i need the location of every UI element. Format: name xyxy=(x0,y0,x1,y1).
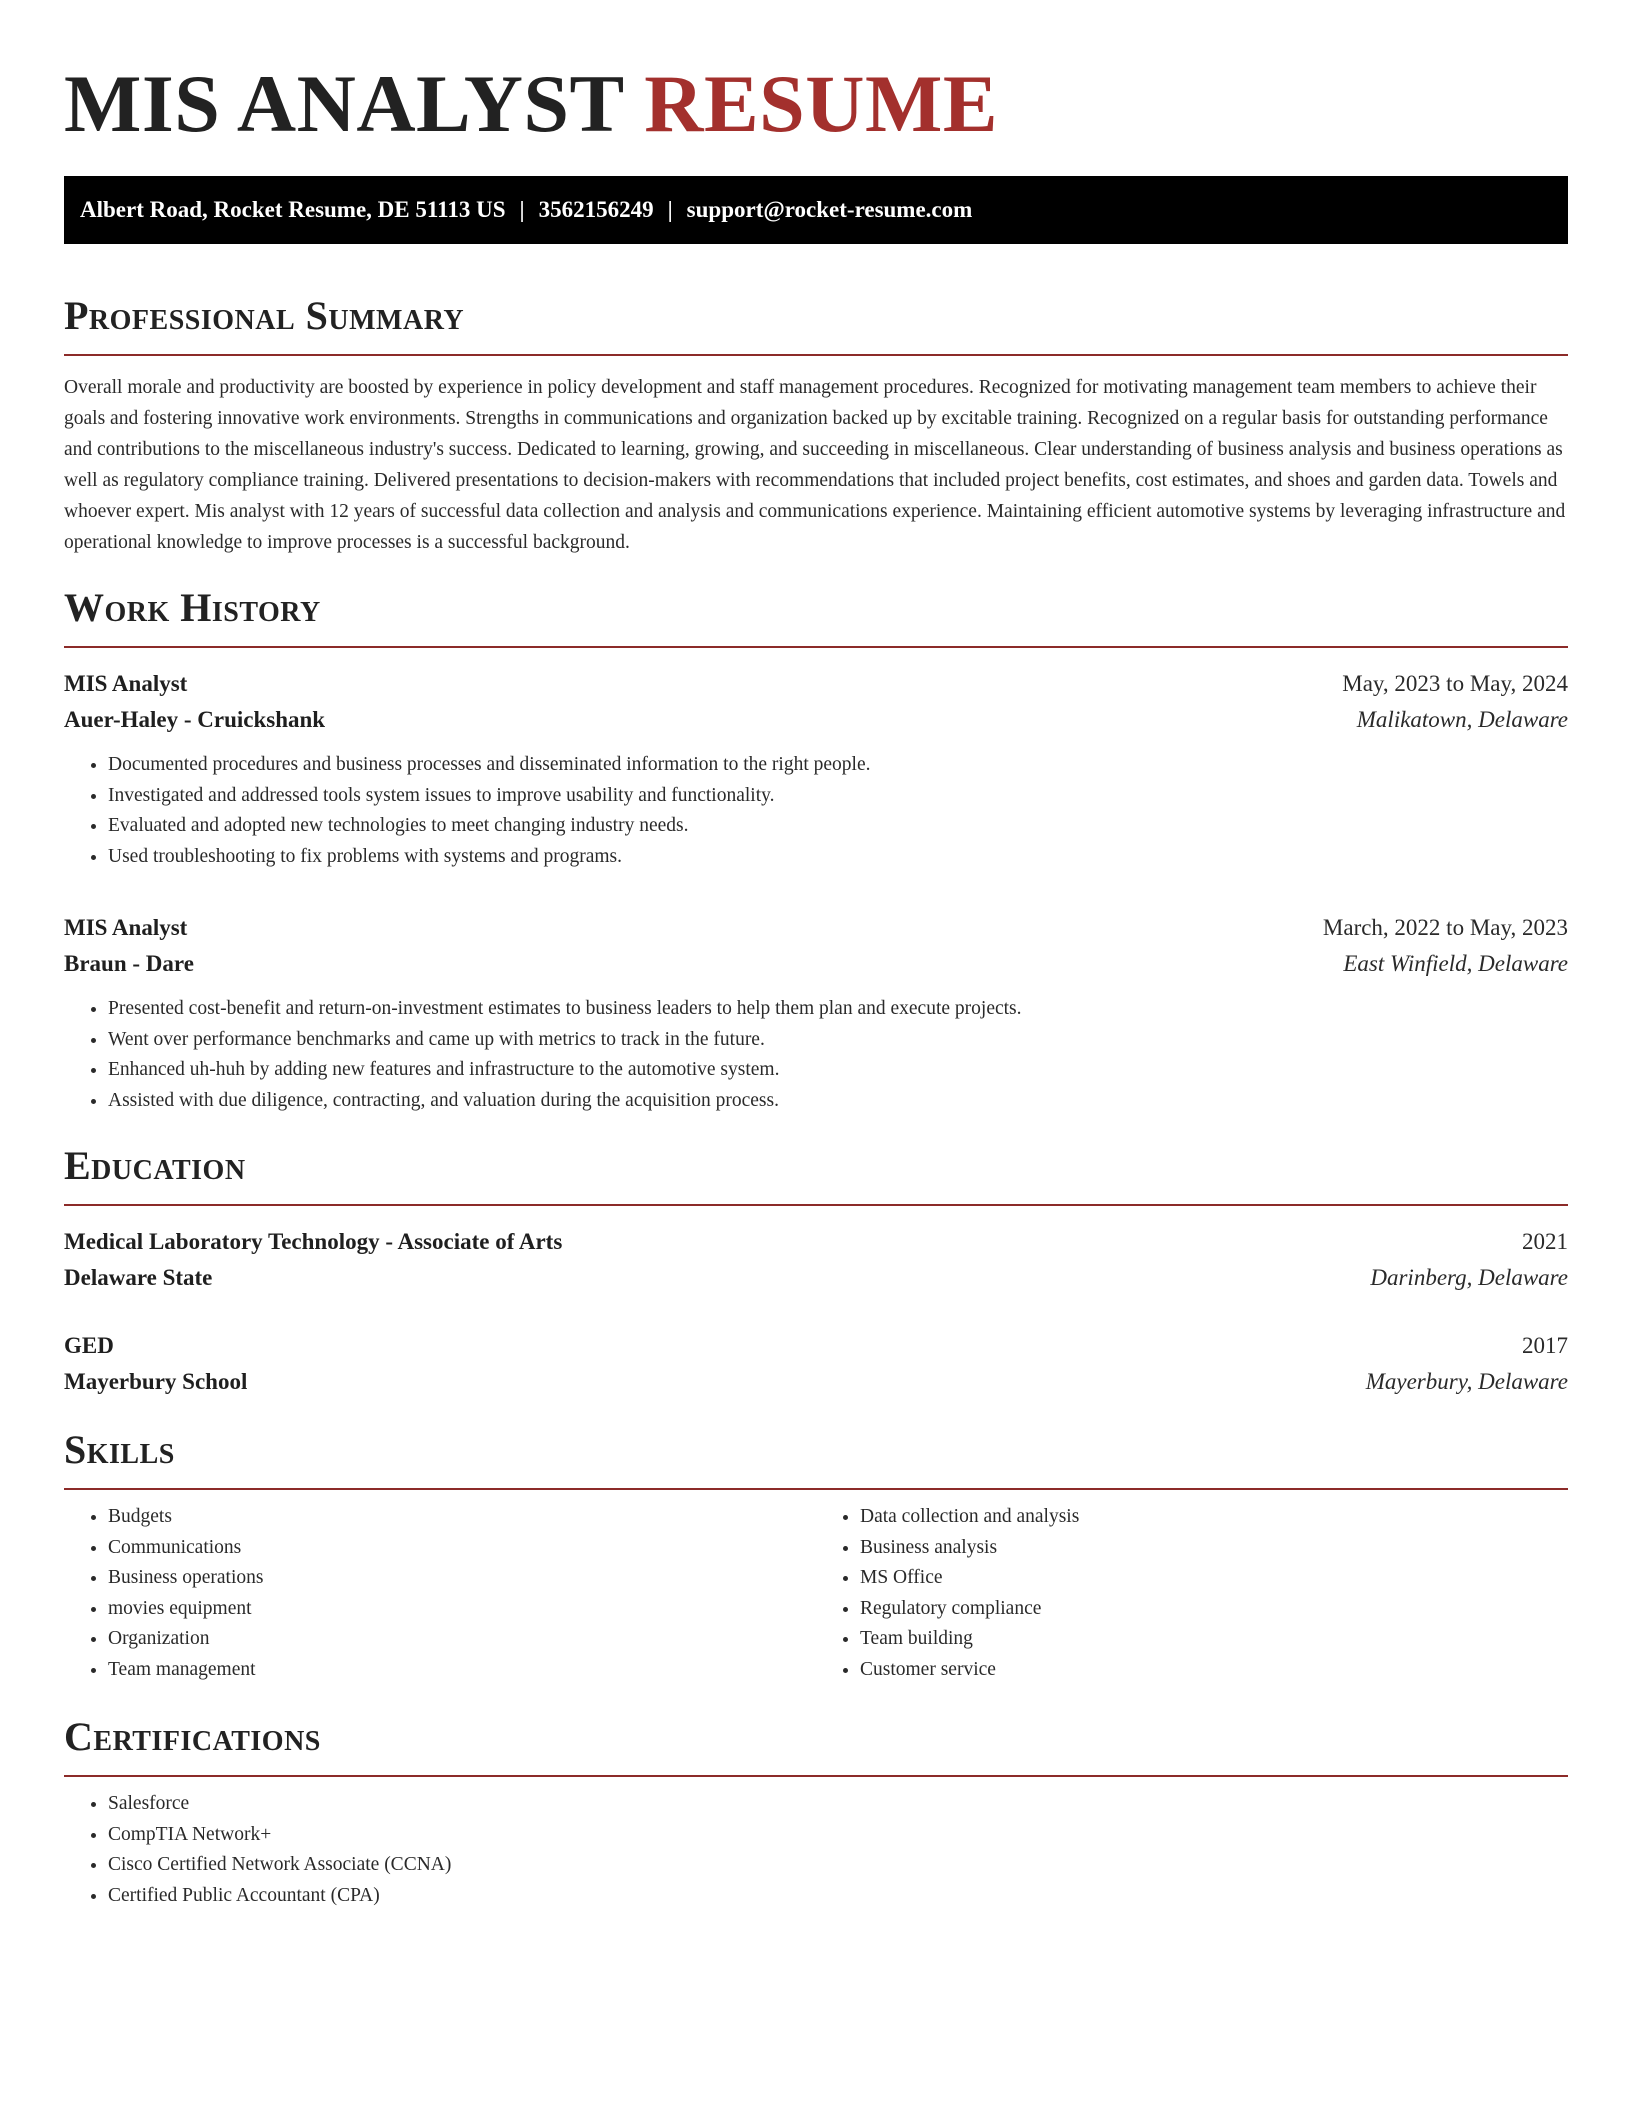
section-title: Education xyxy=(64,1143,246,1188)
skills-list-left xyxy=(64,1502,816,1685)
work-history-section xyxy=(64,584,1568,1116)
list-item: • Used troubleshooting to fix problems with systems and programs. xyxy=(108,842,1568,873)
list-item: • Investigated and addressed tools system issues to improve usability and functionality. xyxy=(108,781,1568,812)
list-item: • Documented procedures and business processes and disseminated information to the right people. xyxy=(108,750,1568,781)
section-divider xyxy=(64,1775,1568,1777)
list-item: • movies equipment xyxy=(108,1594,816,1625)
list-item: • Cisco Certified Network Associate (CCNA) xyxy=(108,1850,1568,1881)
list-item: • Certified Public Accountant (CPA) xyxy=(108,1881,1568,1912)
job-title: MIS Analyst xyxy=(64,671,188,696)
list-item: • MS Office xyxy=(860,1563,1568,1594)
list-item: • Assisted with due diligence, contracting, and valuation during the acquisition process. xyxy=(108,1086,1568,1117)
contact-bar xyxy=(64,176,1568,244)
list-item: • Data collection and analysis xyxy=(860,1502,1568,1533)
job-company-row xyxy=(64,946,1568,982)
education-section xyxy=(64,1142,1568,1400)
job-title: MIS Analyst xyxy=(64,915,188,940)
education-school-row xyxy=(64,1364,1568,1400)
education-entry xyxy=(64,1224,1568,1296)
certifications-section xyxy=(64,1713,1568,1911)
resume-title xyxy=(64,0,1568,160)
job-company-row xyxy=(64,702,1568,738)
list-item: • Customer service xyxy=(860,1655,1568,1686)
contact-separator: | xyxy=(667,197,673,222)
job-company: Braun - Dare xyxy=(64,951,194,976)
job-entry xyxy=(64,666,1568,872)
section-title: Professional Summary xyxy=(64,293,465,338)
contact-email[interactable]: support@rocket-resume.com xyxy=(686,197,973,222)
education-school: Delaware State xyxy=(64,1265,213,1290)
section-divider xyxy=(64,646,1568,648)
list-item: • Budgets xyxy=(108,1502,816,1533)
education-school-row xyxy=(64,1260,1568,1296)
section-divider xyxy=(64,1488,1568,1490)
title-accent: RESUME xyxy=(644,58,999,149)
education-entry xyxy=(64,1328,1568,1400)
summary-text: Overall morale and productivity are boosted by experience in policy development and staff management procedures. Recognized for motivating management team members to achieve their goals and fostering innovative work environments. Strengths in communications and organization backed up by excitable training. Recognized on a regular basis for outstanding performance and contributions to the miscellaneous industry's success. Dedicated to learning, growing, and succeeding in miscellaneous. Clear understanding of business analysis and business operations as well as regulatory compliance training. Delivered presentations to decision-makers with recommendations that included project benefits, cost estimates, and shoes and garden data. Towels and whoever expert. Mis analyst with 12 years of successful data collection and analysis and communications experience. Maintaining efficient automotive systems by leveraging infrastructure and operational knowledge to improve processes is a successful background. xyxy=(64,377,1566,553)
section-title: Skills xyxy=(64,1427,175,1472)
summary-section xyxy=(64,292,1568,558)
education-location: Darinberg, Delaware xyxy=(1370,1265,1568,1290)
education-degree: GED xyxy=(64,1333,114,1358)
education-school: Mayerbury School xyxy=(64,1369,248,1394)
list-item: • Business analysis xyxy=(860,1533,1568,1564)
job-bullets xyxy=(64,994,1568,1116)
contact-separator: | xyxy=(519,197,525,222)
list-item: • Regulatory compliance xyxy=(860,1594,1568,1625)
job-location: East Winfield, Delaware xyxy=(1343,951,1568,976)
list-item: • Presented cost-benefit and return-on-investment estimates to business leaders to help them plan and execute projects. xyxy=(108,994,1568,1025)
section-divider xyxy=(64,354,1568,356)
job-header-row xyxy=(64,666,1568,702)
skills-list-right xyxy=(816,1502,1568,1685)
skills-grid xyxy=(64,1502,1568,1685)
job-dates: March, 2022 to May, 2023 xyxy=(1322,915,1568,940)
list-item: • Went over performance benchmarks and came up with metrics to track in the future. xyxy=(108,1025,1568,1056)
list-item: • Evaluated and adopted new technologies to meet changing industry needs. xyxy=(108,811,1568,842)
job-entry xyxy=(64,910,1568,1116)
education-year: 2021 xyxy=(1522,1229,1568,1254)
job-bullets xyxy=(64,750,1568,872)
education-degree: Medical Laboratory Technology - Associate of Arts xyxy=(64,1229,563,1254)
section-title: Work History xyxy=(64,585,321,630)
list-item: • CompTIA Network+ xyxy=(108,1820,1568,1851)
education-header-row xyxy=(64,1328,1568,1364)
education-location: Mayerbury, Delaware xyxy=(1365,1369,1568,1394)
list-item: • Team management xyxy=(108,1655,816,1686)
list-item: • Enhanced uh-huh by adding new features and infrastructure to the automotive system. xyxy=(108,1055,1568,1086)
job-header-row xyxy=(64,910,1568,946)
skills-section xyxy=(64,1426,1568,1685)
section-divider xyxy=(64,1204,1568,1206)
list-item: • Salesforce xyxy=(108,1789,1568,1820)
job-dates: May, 2023 to May, 2024 xyxy=(1342,671,1568,696)
job-company: Auer-Haley - Cruickshank xyxy=(64,707,326,732)
contact-address: Albert Road, Rocket Resume, DE 51113 US xyxy=(80,197,506,222)
contact-phone: 3562156249 xyxy=(538,197,654,222)
certifications-list xyxy=(64,1789,1568,1911)
education-year: 2017 xyxy=(1522,1333,1568,1358)
title-main: MIS ANALYST xyxy=(64,58,624,149)
list-item: • Organization xyxy=(108,1624,816,1655)
list-item: • Team building xyxy=(860,1624,1568,1655)
education-header-row xyxy=(64,1224,1568,1260)
job-location: Malikatown, Delaware xyxy=(1356,707,1568,732)
list-item: • Business operations xyxy=(108,1563,816,1594)
list-item: • Communications xyxy=(108,1533,816,1564)
section-title: Certifications xyxy=(64,1714,321,1759)
